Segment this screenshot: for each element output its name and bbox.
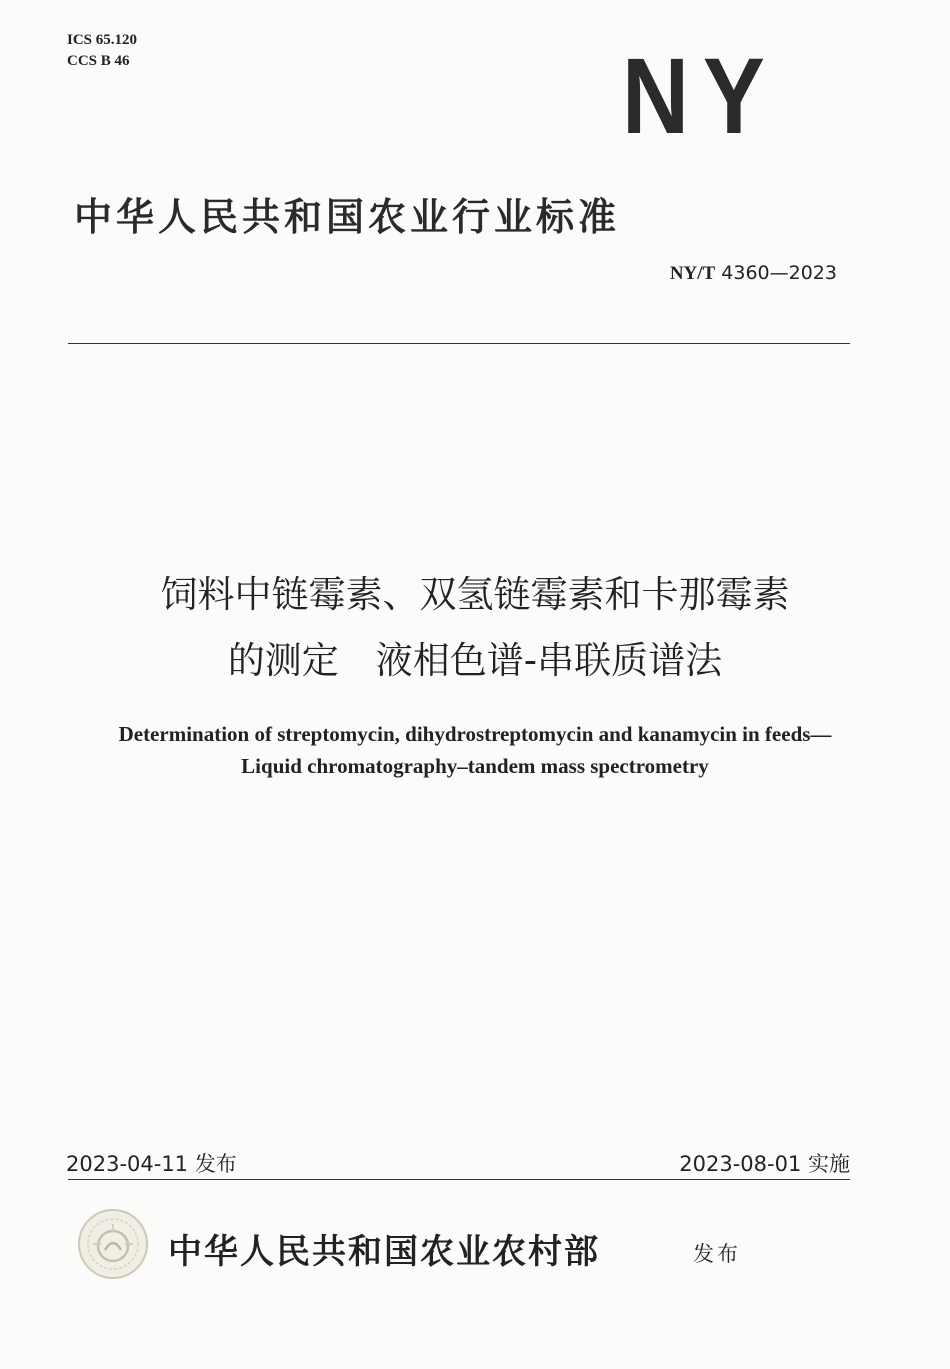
bottom-divider xyxy=(68,1179,850,1180)
standard-category-title: 中华人民共和国农业行业标准 xyxy=(74,195,621,239)
english-title-line-2: Liquid chromatography–tandem mass spectrometry xyxy=(241,754,709,778)
standard-number xyxy=(670,262,837,285)
standard-number-prefix: NY/T xyxy=(669,263,716,284)
english-title xyxy=(40,718,910,782)
issue-date: 2023-04-11 发布 xyxy=(66,1152,237,1176)
chinese-title-line-2: 的测定 液相色谱-串联质谱法 xyxy=(227,639,723,682)
classification-codes xyxy=(67,30,137,72)
top-divider xyxy=(68,343,850,344)
chinese-title xyxy=(60,562,890,694)
ministry-seal-icon xyxy=(75,1206,151,1282)
ics-code: ICS 65.120 xyxy=(67,32,138,48)
english-title-line-1: Determination of streptomycin, dihydrostreptomycin and kanamycin in feeds— xyxy=(118,722,832,746)
effective-date: 2023-08-01 实施 xyxy=(679,1152,850,1176)
chinese-title-line-1: 饲料中链霉素、双氢链霉素和卡那霉素 xyxy=(160,573,790,616)
issuer-publish-label: 发布 xyxy=(693,1242,741,1266)
standard-number-value: 4360—2023 xyxy=(721,262,837,284)
ccs-code: CCS B 46 xyxy=(67,53,130,69)
ny-logo: NY xyxy=(622,35,779,156)
issuing-authority: 中华人民共和国农业农村部 xyxy=(168,1232,600,1272)
